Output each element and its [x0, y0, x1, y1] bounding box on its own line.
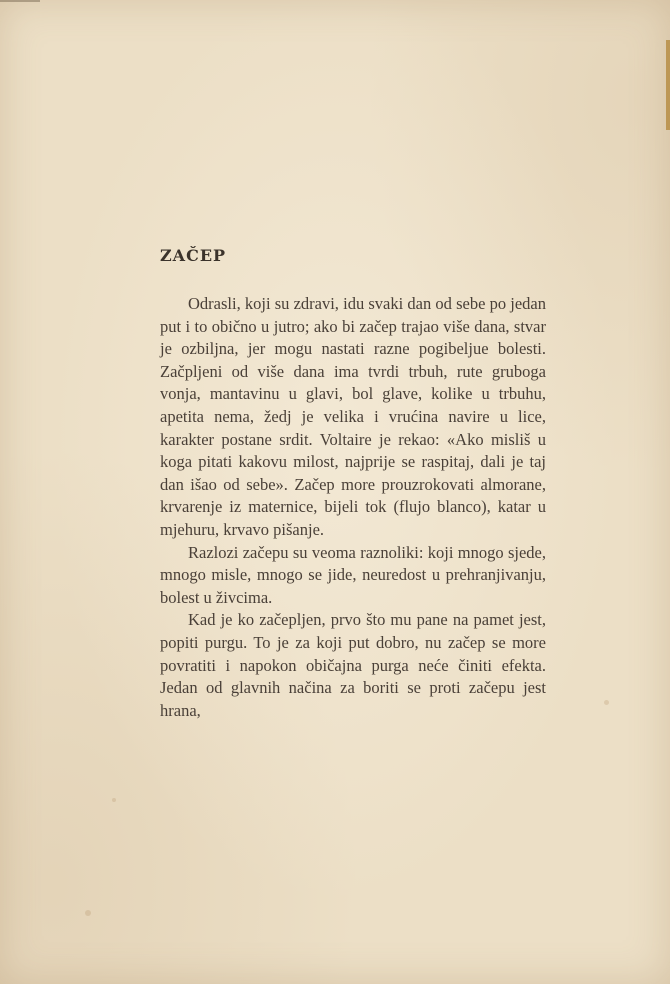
page-edge-mark — [0, 0, 40, 2]
paper-stain — [112, 798, 116, 802]
paragraph: Kad je ko začepljen, prvo što mu pane na pamet jest, popiti purgu. To je za koji put dobro, nu začep se more povratiti i napokon običajna purga neće činiti efekta. Jedan od glavnih načina za boriti se proti začepu jest hrana, — [160, 610, 546, 720]
page-edge-stain — [666, 40, 670, 130]
chapter-heading: ZAČEP — [160, 246, 227, 265]
paper-stain — [85, 910, 91, 916]
paper-stain — [604, 700, 609, 705]
paragraph: Razlozi začepu su veoma raznoliki: koji mnogo sjede, mnogo misle, mnogo se jide, neuredost u prehranjivanju, bolest u živcima. — [160, 542, 546, 607]
body-text — [160, 293, 546, 722]
paragraph: Odrasli, koji su zdravi, idu svaki dan od sebe po jedan put i to obično u jutro; ako bi začep trajao više dana, stvar je ozbiljna, jer mogu nastati razne pogibeljue bolesti. Začpljeni od više dana ima tvrdi trbuh, rute gruboga vonja, mantavinu u glavi, bol glave, kolike u trbuhu, apetita nema, žedj je velika i vrućina navire u lice, karakter postane srdit. Voltaire je rekao: «Ako misliš u koga pitati kakovu milost, najprije se raspitaj, dali je taj dan išao od sebe». Začep more prouzrokovati almorane, krvarenje iz maternice, bijeli tok (flujo blanco), katar u mjehuru, krvavo pišanje. — [160, 294, 546, 539]
